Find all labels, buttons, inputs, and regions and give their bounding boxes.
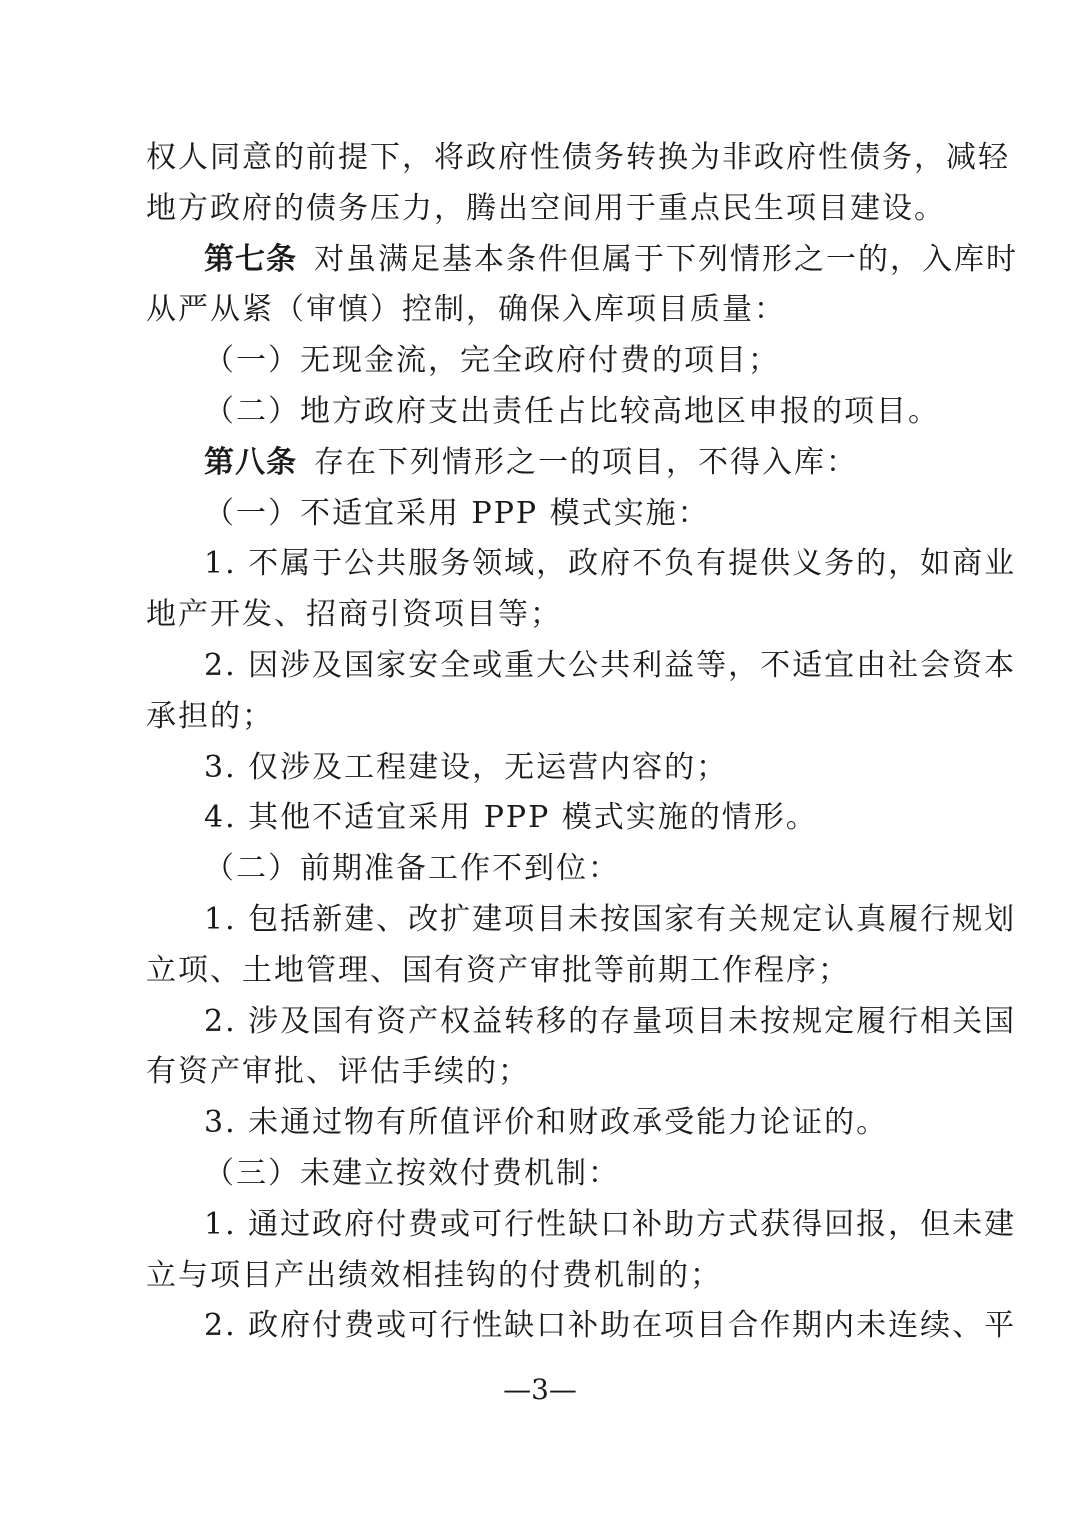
page-number: —3—	[503, 1373, 577, 1406]
article-label: 第八条	[204, 444, 297, 480]
list-item: 2. 因涉及国家安全或重大公共利益等，不适宜由社会资本	[204, 647, 1017, 683]
list-item: （一）无现金流，完全政府付费的项目；	[204, 343, 780, 379]
paragraph-line: 地方政府的债务压力，腾出空间用于重点民生项目建设。	[146, 190, 946, 226]
paragraph-line: 立与项目产出绩效相挂钩的付费机制的；	[146, 1257, 722, 1293]
section-heading: （二）前期准备工作不到位：	[204, 851, 620, 887]
section-heading: （一）不适宜采用 PPP 模式实施：	[204, 495, 710, 531]
list-item: 2. 涉及国有资产权益转移的存量项目未按规定履行相关国	[204, 1003, 1017, 1039]
list-item: 3. 仅涉及工程建设，无运营内容的；	[204, 749, 729, 785]
body-text	[146, 133, 1018, 1352]
paragraph-line: 权人同意的前提下，将政府性债务转换为非政府性债务，减轻	[146, 140, 1010, 175]
paragraph-line: 承担的；	[146, 698, 274, 734]
article-7-line: 第七条 对虽满足基本条件但属于下列情形之一的，入库时	[204, 241, 1018, 277]
list-item: 1. 包括新建、改扩建项目未按国家有关规定认真履行规划	[204, 901, 1017, 937]
list-item: （二）地方政府支出责任占比较高地区申报的项目。	[204, 393, 940, 429]
list-item: 4. 其他不适宜采用 PPP 模式实施的情形。	[204, 800, 818, 836]
paragraph-line: 有资产审批、评估手续的；	[146, 1054, 530, 1090]
list-item: 1. 不属于公共服务领域，政府不负有提供义务的，如商业	[204, 546, 1017, 582]
paragraph-line: 立项、土地管理、国有资产审批等前期工作程序；	[146, 952, 850, 988]
list-item: 3. 未通过物有所值评价和财政承受能力论证的。	[204, 1105, 889, 1141]
paragraph-line: 地产开发、招商引资项目等；	[146, 597, 562, 633]
list-item: 1. 通过政府付费或可行性缺口补助方式获得回报，但未建	[204, 1206, 1017, 1242]
article-8-line: 第八条 存在下列情形之一的项目，不得入库：	[204, 444, 858, 480]
article-label: 第七条	[204, 241, 297, 277]
list-item: 2. 政府付费或可行性缺口补助在项目合作期内未连续、平	[204, 1308, 1017, 1344]
section-heading: （三）未建立按效付费机制：	[204, 1155, 620, 1191]
paragraph-line: 从严从紧（审慎）控制，确保入库项目质量：	[146, 292, 786, 328]
